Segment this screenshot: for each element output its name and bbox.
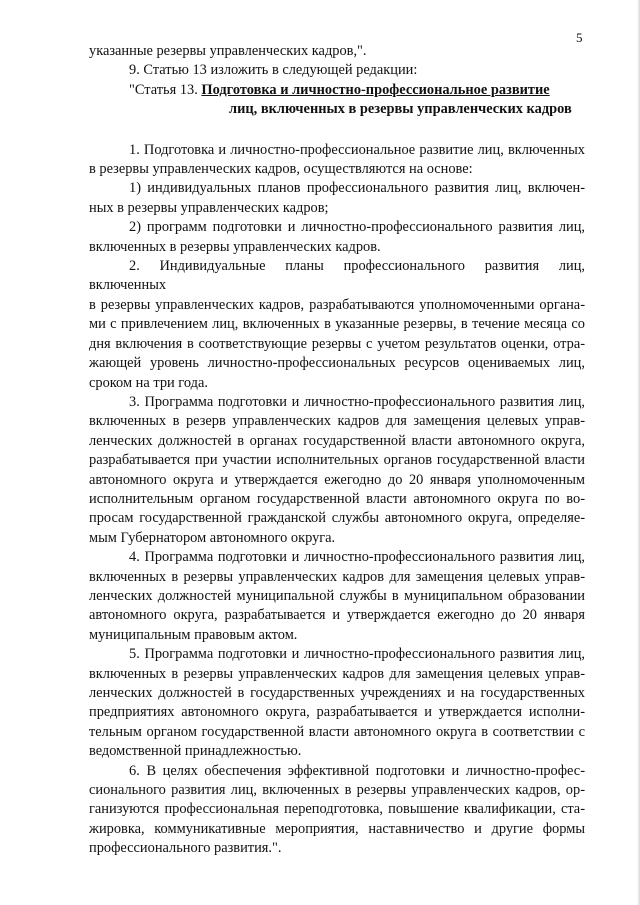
paragraph-line: 2) программ подготовки и личностно-профессионального развития лиц, [129,219,585,236]
paragraph-line: профессионального развития.". [89,840,282,857]
paragraph-line: в резервы управленческих кадров, разрабатываются уполномоченными органа- [89,296,585,313]
amendment-instruction: 9. Статью 13 изложить в следующей редакции: [129,62,418,79]
paragraph-line: включенных в резервы управленческих кадров для замещения целевых управ- [89,665,585,682]
paragraph-line: жающей уровень личностно-профессиональных ресурсов оцениваемых лиц, [89,355,585,372]
article-heading-line2 [89,100,585,119]
paragraph-5 [89,393,585,548]
paragraph-line: исполнительным органом государственной власти автономного округа по во- [89,490,585,507]
paragraph-line: ленческих должностей в государственных учреждениях и на государственных [89,685,585,701]
paragraph-line: ных в резервы управленческих кадров; [89,199,329,216]
paragraph-line: сроком на три года. [89,374,208,391]
paragraph-line: 3. Программа подготовки и личностно-профессионального развития лиц, [129,393,585,410]
paragraph-line: 6. В целях обеспечения эффективной подготовки и личностно-профес- [129,762,585,779]
paragraph-line: 5. Программа подготовки и личностно-профессионального развития лиц, [129,646,585,663]
article-heading [89,81,585,100]
paragraph-line: ганизуются профессиональная переподготовка, повышение квалификации, ста- [89,801,585,818]
paragraph-line: 1. Подготовка и личностно-профессиональное развитие лиц, включенных [129,141,585,158]
paragraph-line: в резервы управленческих кадров, осуществляются на основе: [89,161,473,178]
intro-line: указанные резервы управленческих кадров,". [89,43,367,59]
article-prefix: "Статья 13. [129,81,202,98]
paragraph-8 [89,762,585,859]
paragraph-line: включенных в резерв управленческих кадров для замещения целевых управ- [89,413,585,430]
paragraph-line: разрабатывается при участии исполнительных органов государственной власти [89,452,585,469]
paragraph-line: просам государственной гражданской службы автономного округа, определяе- [89,510,585,527]
paragraph-line: ленческих должностей в органах государственной власти автономного округа, [89,432,585,449]
paragraph-3 [89,218,585,257]
paragraph-line: ми с привлечением лиц, включенных в указанные резервы, в течение месяца со [89,316,585,333]
paragraph-1 [89,141,585,180]
paragraph-line: ведомственной принадлежностью. [89,743,302,760]
paragraph-line: мым Губернатором автономного округа. [89,529,336,546]
paragraph-4 [89,257,585,393]
paragraph-line: тельным органом государственной власти автономного округа в соответствии с [89,723,585,740]
paragraph-line: 1) индивидуальных планов профессионального развития лиц, включен- [129,180,585,197]
paragraph-line: предприятиях автономного округа, разрабатывается и утверждается исполни- [89,704,585,721]
paragraph-line: 4. Программа подготовки и личностно-профессионального развития лиц, [129,549,585,566]
paragraph-line: автономного округа, разрабатывается и утверждается ежегодно до 20 января [89,607,585,624]
paragraph-6 [89,548,585,645]
paragraph-line: дня включения в соответствующие резервы с учетом результатов оценки, отра- [89,335,585,352]
paragraph-line: ленческих должностей муниципальной службы в муниципальном образовании [89,587,585,604]
paragraph-2 [89,179,585,218]
heading-gap [89,120,585,141]
paragraph-line: 2. Индивидуальные планы профессионального развития лиц, включенных [89,258,585,294]
page-number: 5 [576,30,583,45]
paragraph-line: включенных в резервы управленческих кадров. [89,238,381,255]
document-body [89,42,585,859]
paragraph-line: жировка, коммуникативные мероприятия, наставничество и другие формы [89,820,585,837]
article-title-part2: лиц, включенных в резервы управленческих кадров [229,101,572,118]
article-title-part1: Подготовка и личностно-профессиональное развитие [201,81,550,98]
paragraph-line: муниципальным правовым актом. [89,626,298,643]
paragraph-line: сионального развития лиц, включенных в резервы управленческих кадров, ор- [89,782,585,799]
paragraph-7 [89,645,585,761]
paragraph-line: включенных в резервы управленческих кадров для замещения целевых управ- [89,568,585,585]
paragraph-line: автономного округа и утверждается ежегодно до 20 января уполномоченным [89,471,585,488]
